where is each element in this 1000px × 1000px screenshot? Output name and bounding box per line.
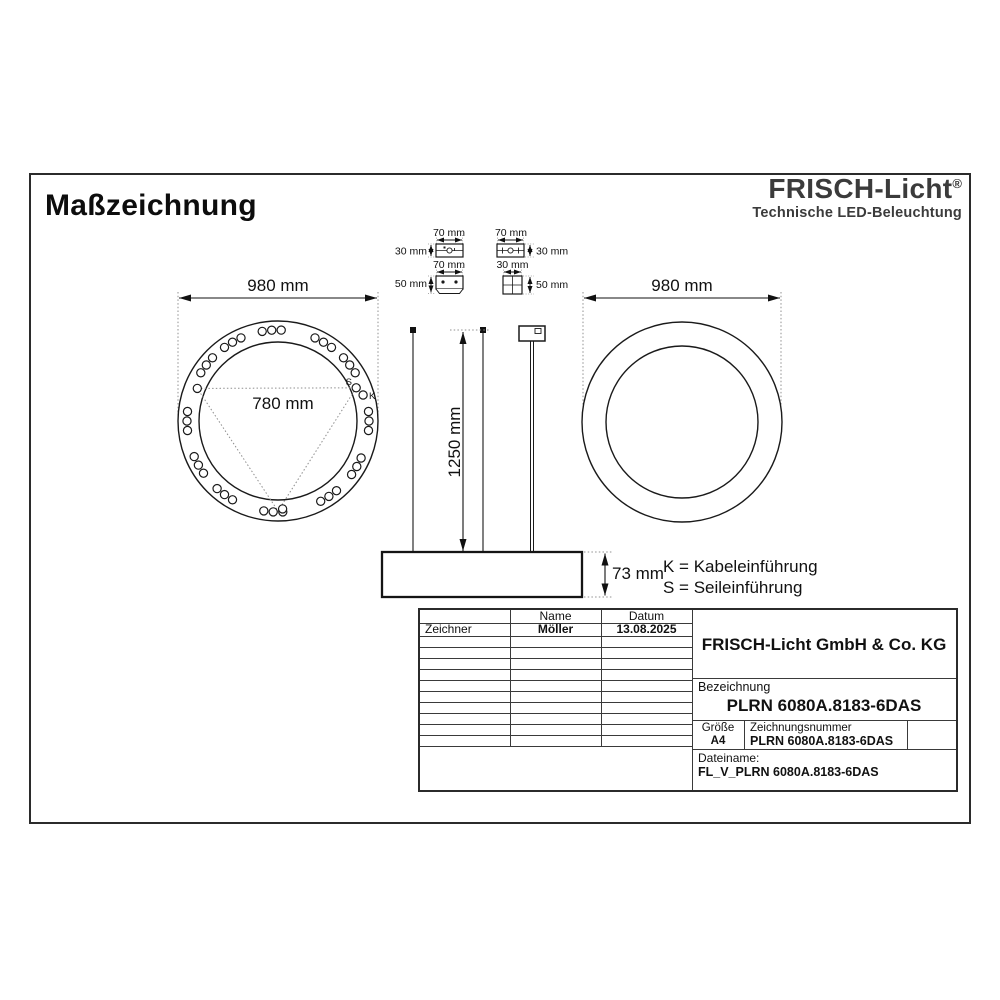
detail-c-taper xyxy=(436,289,463,294)
led-dot xyxy=(365,417,373,425)
led-dot xyxy=(193,384,201,392)
zeichnungsnummer-label: Zeichnungsnummer xyxy=(750,722,852,734)
dateiname-value: FL_V_PLRN 6080A.8183-6DAS xyxy=(698,765,879,779)
table-line xyxy=(692,749,956,750)
detail-a-width-label: 70 mm xyxy=(432,227,466,239)
table-line xyxy=(420,658,692,659)
table-line xyxy=(420,713,692,714)
back-view xyxy=(582,276,782,522)
detail-d-width-label: 30 mm xyxy=(496,259,529,271)
bezeichnung-label: Bezeichnung xyxy=(698,680,771,694)
detail-c-screw xyxy=(454,280,457,283)
detail-b-hole xyxy=(508,248,513,253)
led-dot xyxy=(346,361,354,369)
table-line xyxy=(420,691,692,692)
detail-d-height-label: 50 mm xyxy=(536,279,569,291)
legend-seil-line: S = Seileinführung xyxy=(663,578,803,597)
led-dot xyxy=(311,334,319,342)
table-line xyxy=(692,678,956,679)
front-view xyxy=(178,276,378,521)
detail-views xyxy=(395,227,568,294)
table-line xyxy=(420,724,692,725)
led-dot xyxy=(183,417,191,425)
detail-b-height-label: 30 mm xyxy=(536,245,569,258)
led-dot xyxy=(357,454,365,462)
led-dot xyxy=(332,487,340,495)
front-outer-dimension-label: 980 mm xyxy=(247,276,309,295)
table-header-name: Name xyxy=(539,609,572,623)
led-dot xyxy=(269,508,277,516)
groesse-label: Größe xyxy=(701,722,735,734)
seil-entry-marker-label: S xyxy=(345,377,352,388)
led-dot xyxy=(220,491,228,499)
table-line xyxy=(744,720,745,749)
groesse-value: A4 xyxy=(710,735,726,747)
led-dot xyxy=(183,426,191,434)
table-header-datum: Datum xyxy=(628,609,665,623)
led-dot xyxy=(260,507,268,515)
led-dot xyxy=(258,327,266,335)
led-dot xyxy=(352,384,360,392)
led-dot xyxy=(351,369,359,377)
detail-canopy-top-b xyxy=(495,227,568,258)
led-dot xyxy=(339,354,347,362)
ceiling-anchor-left xyxy=(410,327,416,333)
detail-a-mark xyxy=(444,247,446,249)
back-inner-circle xyxy=(606,346,758,498)
led-dot xyxy=(277,326,285,334)
led-dot xyxy=(268,326,276,334)
led-dot xyxy=(208,354,216,362)
logo-brand-text: FRISCH-Licht xyxy=(768,173,953,204)
table-line xyxy=(420,680,692,681)
detail-a-hole xyxy=(447,248,452,253)
dateiname-label: Dateiname: xyxy=(698,751,760,765)
luminaire-body-side xyxy=(382,552,582,597)
led-dot xyxy=(220,343,228,351)
front-inner-dimension-label: 780 mm xyxy=(252,394,314,413)
led-dot xyxy=(213,485,221,493)
body-height-label: 73 mm xyxy=(612,564,664,583)
suspension-height-label: 1250 mm xyxy=(445,406,464,478)
zeichner-date: 13.08.2025 xyxy=(616,622,677,636)
bezeichnung-value: PLRN 6080A.8183-6DAS xyxy=(726,696,922,715)
zeichnungsnummer-value: PLRN 6080A.8183-6DAS xyxy=(750,734,894,748)
detail-canopy-top-a xyxy=(395,227,465,258)
zeichner-name: Möller xyxy=(537,622,574,636)
led-dot xyxy=(364,426,372,434)
led-dot xyxy=(327,343,335,351)
led-dot xyxy=(228,496,236,504)
led-dot xyxy=(183,407,191,415)
title-block xyxy=(418,608,958,792)
table-line xyxy=(420,746,692,747)
back-outer-dimension-label: 980 mm xyxy=(651,276,713,295)
detail-c-outline xyxy=(436,276,463,289)
zeichner-label: Zeichner xyxy=(425,622,472,636)
led-dot xyxy=(228,338,236,346)
registered-trademark-icon: ® xyxy=(952,176,962,191)
led-dot xyxy=(353,462,361,470)
detail-c-height-label: 50 mm xyxy=(394,278,427,290)
table-line xyxy=(420,647,692,648)
table-line xyxy=(420,669,692,670)
detail-canopy-side xyxy=(395,259,465,294)
led-dot xyxy=(190,453,198,461)
company-name: FRISCH-Licht GmbH & Co. KG xyxy=(701,634,947,654)
led-dot xyxy=(237,334,245,342)
led-dot xyxy=(364,407,372,415)
detail-a-height-label: 30 mm xyxy=(394,245,427,258)
detail-canopy-end xyxy=(496,259,568,294)
led-dot xyxy=(325,492,333,500)
table-line xyxy=(420,702,692,703)
led-dot xyxy=(279,505,287,513)
table-line xyxy=(420,636,692,637)
detail-c-screw xyxy=(441,280,444,283)
table-line xyxy=(692,720,956,721)
led-dot xyxy=(348,470,356,478)
led-dot xyxy=(359,391,367,399)
table-line xyxy=(420,735,692,736)
legend xyxy=(663,557,818,597)
led-dot xyxy=(199,469,207,477)
legend-kabel-line: K = Kabeleinführung xyxy=(663,557,818,576)
front-inner-circle xyxy=(199,342,357,500)
led-dot xyxy=(319,338,327,346)
canopy-detail xyxy=(535,329,541,334)
detail-b-width-label: 70 mm xyxy=(494,227,528,239)
logo-subtitle: Technische LED-Beleuchtung xyxy=(752,205,962,221)
page-title: Maßzeichnung xyxy=(45,189,257,222)
led-dot xyxy=(197,369,205,377)
led-dot xyxy=(202,361,210,369)
detail-c-width-label: 70 mm xyxy=(432,259,466,271)
table-line xyxy=(907,720,908,749)
led-dot xyxy=(194,461,202,469)
kabel-entry-marker-label: K xyxy=(369,391,376,402)
led-dot xyxy=(317,497,325,505)
